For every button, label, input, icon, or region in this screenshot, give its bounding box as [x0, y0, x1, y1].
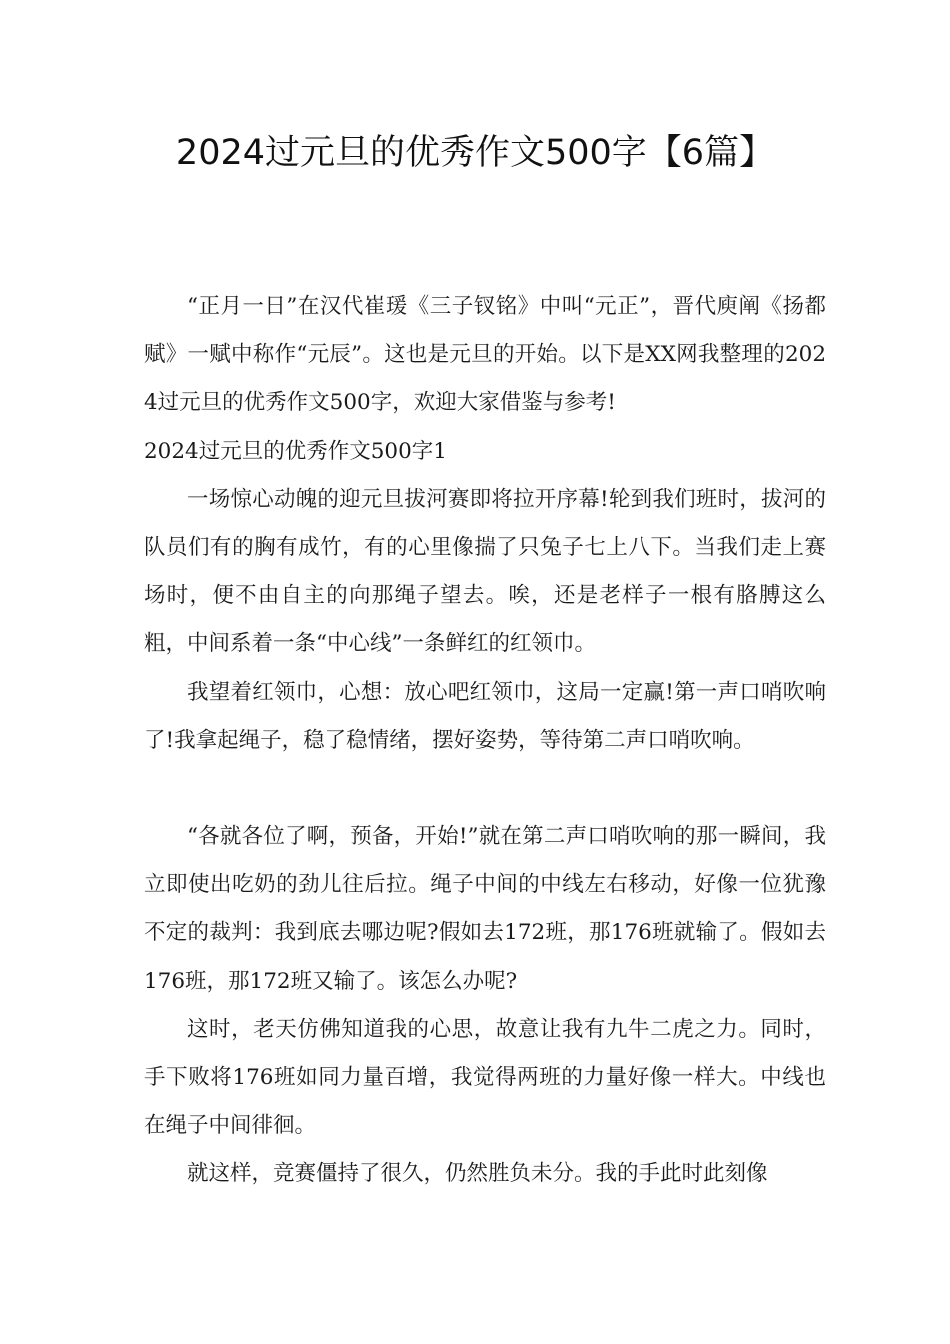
- body-paragraph: 一场惊心动魄的迎元旦拔河赛即将拉开序幕!轮到我们班时，拔河的队员们有的胸有成竹，有的心里像揣了只兔子七上八下。当我们走上赛场时，便不由自主的向那绳子望去。唉，还是老样子一根有胳膊这么粗，中间系着一条“中心线”一条鲜红的红领巾。: [144, 486, 826, 657]
- document-title: 2024过元旦的优秀作文500字【6篇】: [175, 133, 775, 173]
- body-paragraph: “各就各位了啊，预备，开始!”就在第二声口哨吹响的那一瞬间，我立即使出吃奶的劲儿往后拉。绳子中间的中线左右移动，好像一位犹豫不定的裁判：我到底去哪边呢?假如去172班，那176班就输了。假如去176班，那172班又输了。该怎么办呢?: [144, 824, 826, 994]
- body-paragraph: 这时，老天仿佛知道我的心思，故意让我有九牛二虎之力。同时，手下败将176班如同力量百增，我觉得两班的力量好像一样大。中线也在绳子中间徘徊。: [144, 1016, 826, 1139]
- essay-heading: 2024过元旦的优秀作文500字1: [144, 438, 447, 464]
- paragraph-spacer: [144, 765, 826, 813]
- document-body: [144, 283, 826, 1199]
- intro-paragraph: “正月一日”在汉代崔瑗《三子钗铭》中叫“元正”，晋代庾阐《扬都赋》一赋中称作“元辰”。这也是元旦的开始。以下是XX网我整理的2024过元旦的优秀作文500字，欢迎大家借鉴与参考!: [144, 294, 826, 416]
- body-paragraph: 我望着红领巾，心想：放心吧红领巾，这局一定赢!第一声口哨吹响了!我拿起绳子，稳了稳情绪，摆好姿势，等待第二声口哨吹响。: [144, 679, 826, 753]
- body-paragraph: 就这样，竞赛僵持了很久，仍然胜负未分。我的手此时此刻像: [187, 1161, 768, 1187]
